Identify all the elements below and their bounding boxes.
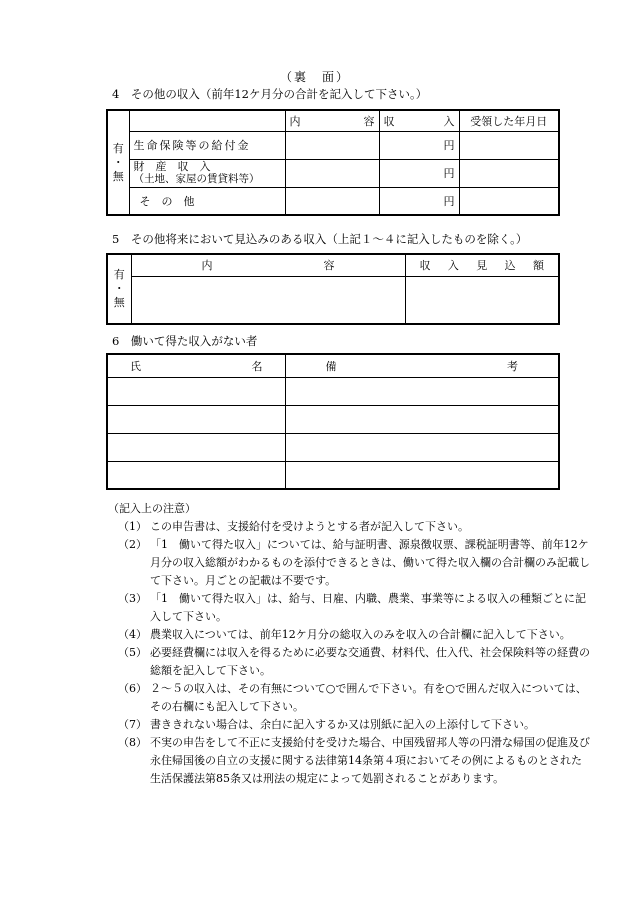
section4-row-naiyo-cell[interactable] xyxy=(285,187,379,215)
section6-col-name: 氏 名 xyxy=(107,354,285,377)
note-item: （7） 書ききれない場合は、余白に記入するか又は別紙に記入の上添付して下さい。 xyxy=(118,718,535,731)
section4-row-yen[interactable]: 円 xyxy=(379,159,459,187)
section5-mikomi-cell[interactable] xyxy=(405,276,559,324)
section6-biko-cell[interactable] xyxy=(285,405,559,433)
section6-name-cell[interactable] xyxy=(107,405,285,433)
section5-table xyxy=(106,253,560,325)
section4-row-date-cell[interactable] xyxy=(459,131,559,159)
section5-col-mikomi: 収 入 見 込 額 xyxy=(405,254,559,276)
note-item: （3） 「1 働いて得た収入」は、給与、日雇、内職、農業、事業等による収入の種類ごとに記入して下さい。 xyxy=(118,592,586,623)
section4-row-label: 財 産 収 入 （土地、家屋の賃貸料等） xyxy=(129,159,285,187)
section4-col-shunyu: 収 入 xyxy=(379,110,459,131)
section4-header-blank xyxy=(129,110,285,131)
section6-biko-cell[interactable] xyxy=(285,461,559,489)
section4-row-date-cell[interactable] xyxy=(459,187,559,215)
note-item: （1） この申告書は、支援給付を受けようとする者が記入して下さい。 xyxy=(118,520,469,533)
section4-side-label: 有 ・ 無 xyxy=(107,110,129,215)
section6-col-biko: 備 考 xyxy=(285,354,559,377)
section4-row-naiyo-cell[interactable] xyxy=(285,159,379,187)
note-item: （2） 「1 働いて得た収入」については、給与証明書、源泉徴収票、課税証明書等、前年12ケ月分の収入総額がわかるものを添付できるときは、働いて得た収入欄の合計欄のみ記載して下さい。月ごとの記載は不要です。 xyxy=(118,538,590,587)
note-item: （6） ２～５の収入は、その有無について○で囲んで下さい。有を○で囲んだ収入については、その右欄にも記入して下さい。 xyxy=(118,682,587,713)
section4-row-naiyo-cell[interactable] xyxy=(285,131,379,159)
section6-biko-cell[interactable] xyxy=(285,433,559,461)
section4-row-label: そ の 他 xyxy=(129,187,285,215)
section4-row-date-cell[interactable] xyxy=(459,159,559,187)
note-item: （5） 必要経費欄には収入を得るために必要な交通費、材料代、仕入代、社会保険料等の経費の総額を記入して下さい。 xyxy=(118,646,590,677)
note-item: （4） 農業収入については、前年12ケ月分の総収入のみを収入の合計欄に記入して下さい。 xyxy=(118,628,571,641)
section4-col-date: 受領した年月日 xyxy=(459,110,559,131)
section6-biko-cell[interactable] xyxy=(285,377,559,405)
section5-heading: 5 その他将来において見込みのある収入（上記１～４に記入したものを除く。） xyxy=(112,232,528,246)
section6-name-cell[interactable] xyxy=(107,461,285,489)
section4-row-yen[interactable]: 円 xyxy=(379,187,459,215)
section4-col-naiyo: 内 容 xyxy=(285,110,379,131)
section4-table xyxy=(106,109,560,216)
section5-side-label: 有 ・ 無 xyxy=(107,254,131,324)
section4-row-yen[interactable]: 円 xyxy=(379,131,459,159)
section5-naiyo-cell[interactable] xyxy=(131,276,405,324)
notes-title: （記入上の注意） xyxy=(108,502,196,515)
note-item: （8） 不実の申告をして不正に支援給付を受けた場合、中国残留邦人等の円滑な帰国の促進及び永住帰国後の自立の支援に関する法律第14条第４項においてその例によるものとされた生活保護法第85条又は刑法の規定によって処罰されることがあります。 xyxy=(118,736,590,785)
notes-section xyxy=(108,500,592,788)
section6-heading: 6 働いて得た収入がない者 xyxy=(112,334,258,348)
section4-row-label: 生命保険等の給付金 xyxy=(129,131,285,159)
section5-col-naiyo: 内 容 xyxy=(131,254,405,276)
section6-name-cell[interactable] xyxy=(107,377,285,405)
page-title: （裏 面） xyxy=(279,70,350,84)
section4-heading: 4 その他の収入（前年12ケ月分の合計を記入して下さい。） xyxy=(112,87,428,101)
section6-name-cell[interactable] xyxy=(107,433,285,461)
section6-table xyxy=(106,353,560,490)
